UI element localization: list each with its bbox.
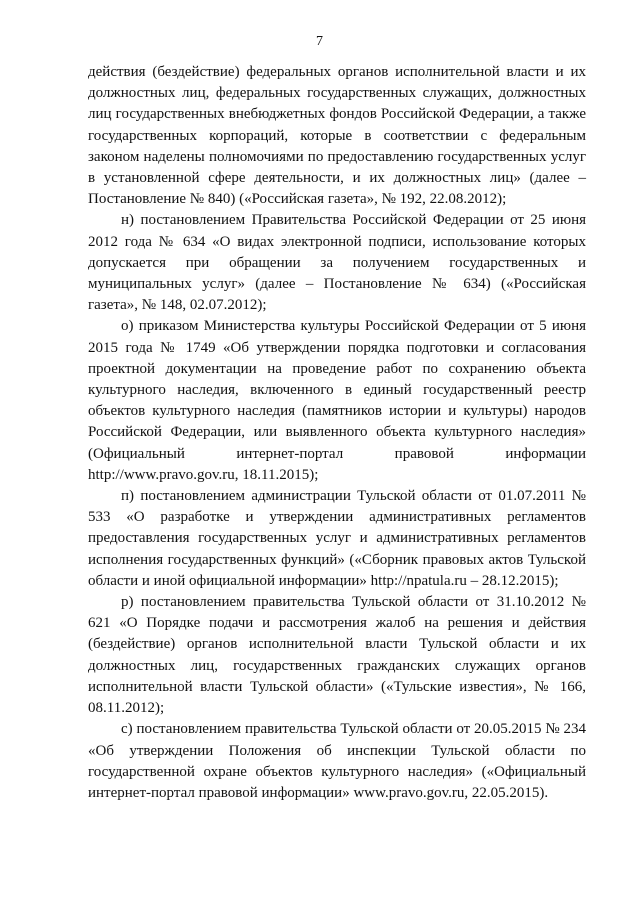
paragraph-item-r: р) постановлением правительства Тульской области от 31.10.2012 № 621 «О Порядке подачи и рассмотрения жалоб на решения и действия (бездействие) органов исполнительной власти Тульской области и их должностных лиц, государственных гражданских служащих органов исполнительной власти Тульской области» («Тульские известия», № 166, 08.11.2012); (88, 594, 586, 717)
paragraph-item-o: о) приказом Министерства культуры Российской Федерации от 5 июня 2015 года № 1749 «Об утверждении порядка подготовки и согласования проектной документации на проведение работ по сохранению объекта культурного наследия, включенного в единый государственный реестр объектов культурного наследия (памятников истории и культуры) народов Российской Федерации, или выявленного объекта культурного наследия» (Официальный интернет-портал правовой информации http://www.pravo.gov.ru, 18.11.2015); (88, 318, 586, 483)
paragraph-item-p: п) постановлением администрации Тульской области от 01.07.2011 № 533 «О разработке и утверждении административных регламентов предоставления государственных услуг и административных регламентов исполнения государственных функций» («Сборник правовых актов Тульской области и иной официальной информации» http://npatula.ru – 28.12.2015); (88, 488, 586, 589)
paragraph-item-s: с) постановлением правительства Тульской области от 20.05.2015 № 234 «Об утверждении Положения об инспекции Тульской области по государственной охране объектов культурного наследия» («Официальный интернет-портал правовой информации» www.pravo.gov.ru, 22.05.2015). (88, 721, 586, 801)
paragraph-item-n: н) постановлением Правительства Российской Федерации от 25 июня 2012 года № 634 «О видах электронной подписи, использование которых допускается при обращении за получением государственных и муниципальных услуг» (далее – Постановление № 634) («Российская газета», № 148, 02.07.2012); (88, 212, 586, 314)
page-number: 7 (316, 34, 323, 49)
document-body (88, 62, 586, 804)
paragraph-continuation: действия (бездействие) федеральных органов исполнительной власти и их должностных лиц, федеральных государственных служащих, должностных лиц государственных внебюджетных фондов Российской Федерации, а также государственных корпораций, которые в соответствии с федеральным законом наделены полномочиями по предоставлению государственных услуг в установленной сфере деятельности, и их должностных лиц» (далее – Постановление № 840) («Российская газета», № 192, 22.08.2012); (88, 64, 586, 208)
